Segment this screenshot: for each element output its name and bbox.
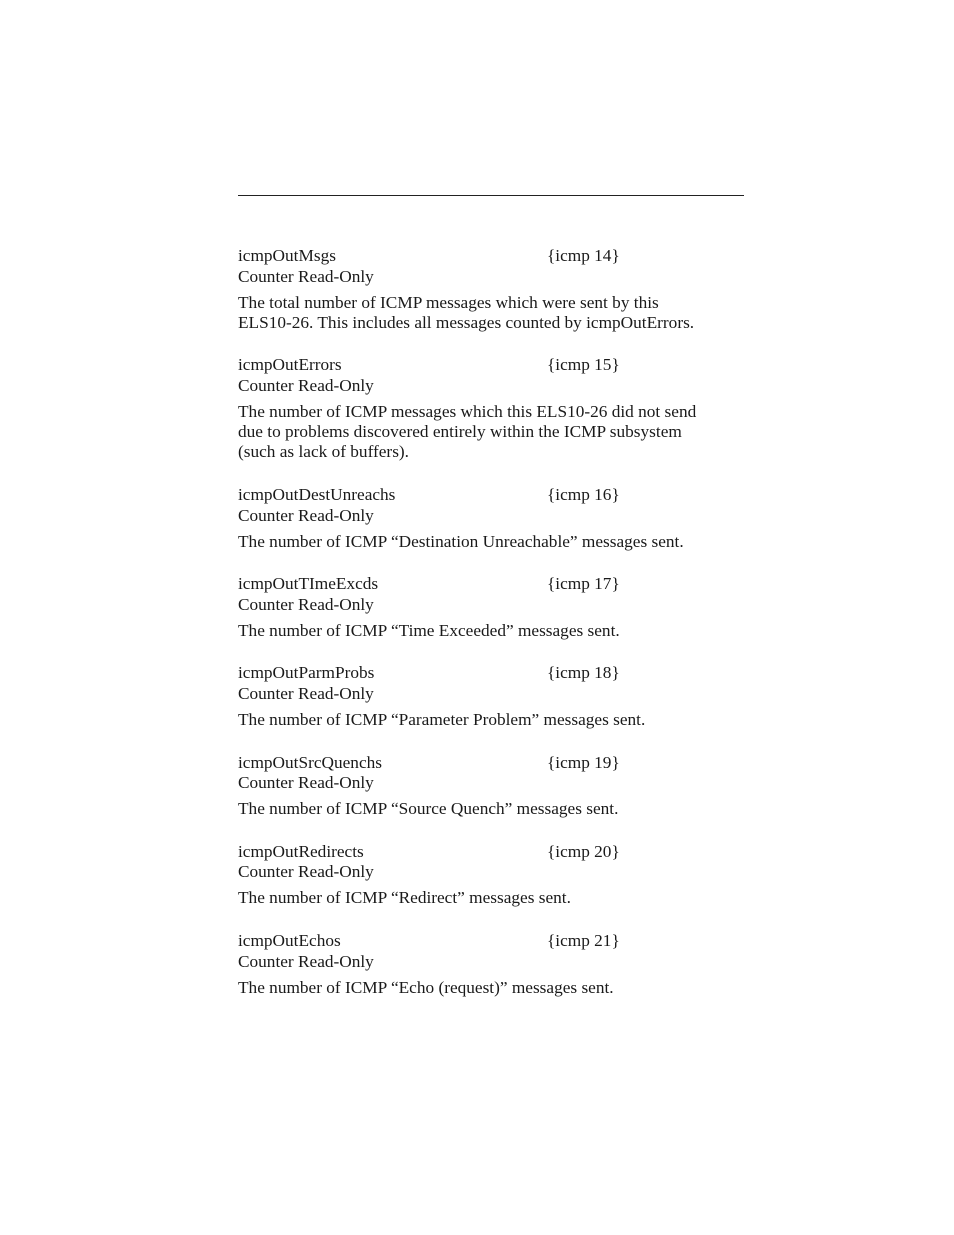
description-line: The number of ICMP “Destination Unreachable” messages sent. — [238, 531, 684, 551]
object-type: Counter Read-Only — [238, 266, 374, 286]
description-line: (such as lack of buffers). — [238, 442, 409, 462]
object-description — [238, 710, 744, 730]
object-name: icmpOutEchos — [238, 931, 341, 951]
entry-header — [238, 753, 744, 774]
object-type: Counter Read-Only — [238, 505, 374, 525]
mib-entry-icmpoutechos — [238, 931, 744, 998]
object-oid: {icmp 20} — [547, 841, 620, 861]
object-name: icmpOutMsgs — [238, 246, 336, 265]
object-description — [238, 293, 744, 333]
entry-header — [238, 931, 744, 952]
entry-header — [238, 663, 744, 684]
object-description — [238, 402, 744, 463]
mib-entry-icmpouterrors — [238, 355, 744, 462]
object-oid: {icmp 18} — [547, 663, 620, 683]
description-line: The total number of ICMP messages which were sent by this — [238, 292, 659, 312]
description-line: The number of ICMP messages which this ELS10-26 did not send — [238, 401, 697, 421]
entry-header — [238, 355, 744, 376]
description-line: The number of ICMP “Echo (request)” messages sent. — [238, 977, 614, 997]
object-oid: {icmp 15} — [547, 355, 620, 375]
description-line: The number of ICMP “Time Exceeded” messages sent. — [238, 620, 620, 640]
description-line: ELS10-26. This includes all messages counted by icmpOutErrors. — [238, 312, 695, 332]
object-type: Counter Read-Only — [238, 773, 374, 793]
entry-header — [238, 574, 744, 595]
description-line: The number of ICMP “Redirect” messages sent. — [238, 888, 571, 908]
object-type: Counter Read-Only — [238, 683, 374, 703]
mib-entry-icmpoutredirects — [238, 842, 744, 909]
object-type: Counter Read-Only — [238, 862, 374, 882]
entry-header — [238, 246, 744, 267]
object-name: icmpOutRedirects — [238, 841, 364, 861]
mib-entry-icmpoutmsgs — [238, 246, 744, 333]
object-name: icmpOutDestUnreachs — [238, 485, 396, 505]
description-line: due to problems discovered entirely within the ICMP subsystem — [238, 422, 682, 442]
object-description — [238, 621, 744, 641]
description-line: The number of ICMP “Parameter Problem” messages sent. — [238, 709, 646, 729]
mib-object-list — [238, 246, 744, 998]
entry-header — [238, 842, 744, 863]
mib-entry-icmpoutdestunreachs — [238, 485, 744, 552]
object-description — [238, 532, 744, 552]
object-oid: {icmp 17} — [547, 574, 620, 594]
object-oid: {icmp 21} — [547, 931, 620, 951]
object-type: Counter Read-Only — [238, 594, 374, 614]
object-oid: {icmp 16} — [547, 485, 620, 505]
object-oid: {icmp 14} — [547, 246, 620, 265]
object-name: icmpOutTImeExcds — [238, 574, 379, 594]
object-type: Counter Read-Only — [238, 375, 374, 395]
description-line: The number of ICMP “Source Quench” messages sent. — [238, 799, 619, 819]
object-description — [238, 888, 744, 908]
object-type: Counter Read-Only — [238, 951, 374, 971]
entry-header — [238, 485, 744, 506]
object-name: icmpOutErrors — [238, 355, 342, 375]
mib-entry-icmpouttimeexcds — [238, 574, 744, 641]
object-description — [238, 799, 744, 819]
mib-entry-icmpoutparmprobs — [238, 663, 744, 730]
object-description — [238, 978, 744, 998]
header-rule — [238, 195, 744, 196]
mib-entry-icmpoutsrcquenchs — [238, 753, 744, 820]
object-name: icmpOutParmProbs — [238, 663, 375, 683]
object-oid: {icmp 19} — [547, 752, 620, 772]
object-name: icmpOutSrcQuenchs — [238, 752, 382, 772]
